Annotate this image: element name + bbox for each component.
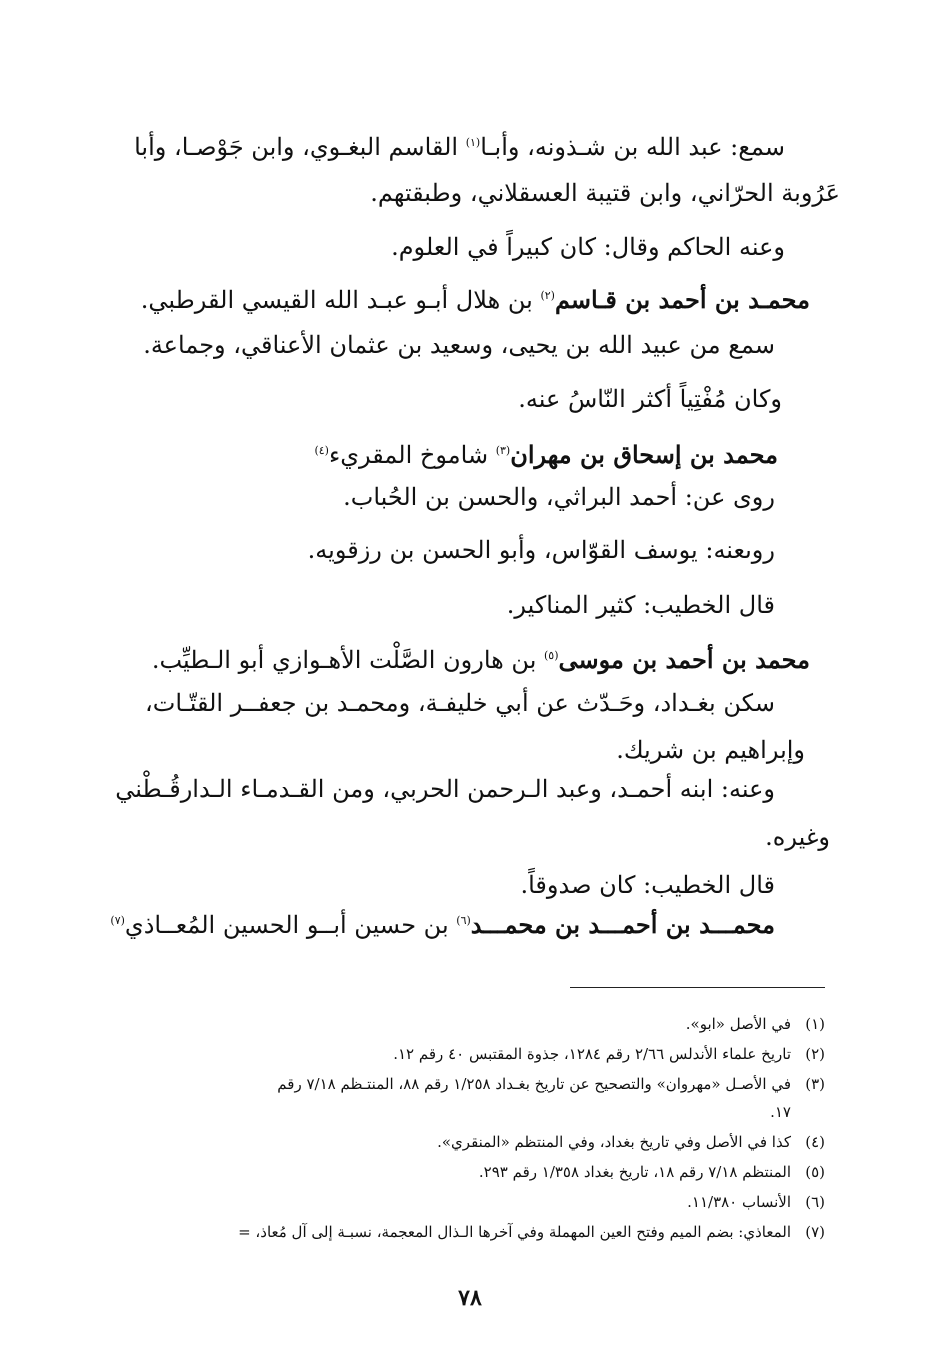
text-segment: سمع: عبد الله بن شـذونه، وأبـا [480,133,785,161]
text-segment: بن هلال أبـو عبـد الله القيسي القرطبي. [140,286,541,314]
footnote [686,1013,825,1035]
footnote-ref: (١) [465,136,481,149]
body-line-8: روى عن: أحمد البراثي، والحسن بن الحُباب. [343,483,775,511]
footnote [687,1191,825,1213]
body-line-12: سكن بغـداد، وحَـدّث عن أبي خليفـة، ومحمـد بن جعفــر القتّـات، [145,689,775,717]
entry-name: محمد بن أحمد بن موسى [558,645,810,674]
footnote-text: كذا في الأصل وفي تاريخ بغداد، وفي المنتظم «المنقري». [437,1133,791,1151]
footnote-ref: (٦) [456,914,471,927]
footnote-number: (٦) [805,1193,825,1211]
body-line-5: سمع من عبيد الله بن يحيى، وسعيد بن عثمان الأعناقي، وجماعة. [143,331,775,359]
footnote [479,1161,825,1183]
entry-name: محمـــد بن أحمـــد بن محمـــد [470,910,775,939]
footnote-number: (٧) [805,1223,825,1241]
entry-heading-muadhi [110,910,775,940]
footnote-ref: (٣) [495,444,511,457]
entry-heading-musa [152,645,810,675]
body-line-9: روىعنه: يوسف القوّاس، وأبو الحسن بن رزقويه. [307,536,775,564]
footnote-text: الأنساب ١١/٣٨٠. [687,1193,791,1211]
footnote-text: تاريخ علماء الأندلس ٢/٦٦ رقم ١٢٨٤، جذوة المقتبس ٤٠ رقم ١٢. [393,1045,791,1063]
text-segment: القاسم البغـوي، وابن جَوْصـا، وأبا [134,133,466,161]
entry-heading-ishaq [314,440,778,470]
footnote-text: ١٧. [770,1103,791,1121]
text-segment: بن حسين أبــو الحسين المُعــاذي [124,911,457,939]
text-segment: بن هارون الصَّلْت الأهـوازي أبو الـطيِّب. [151,646,544,674]
entry-name: محمد بن إسحاق بن مهران [510,440,778,469]
body-line-2: عَرُوبة الحرّاني، وابن قتيبة العسقلاني، وطبقتهم. [370,179,840,207]
footnote-text: في الأصل «ابو». [685,1015,791,1033]
body-line-14: وعنه: ابنه أحمـد، وعبد الـرحمن الحربي، ومن القـدمـاء الـدارقُـطْني [115,775,775,803]
entry-heading-qasim [141,285,810,315]
body-line-6: وكان مُفْتِياً أكثر النّاسُ عنه. [518,385,782,413]
footnote-number: (٥) [805,1163,825,1181]
footnote-text: في الأصـل «مهروان» والتصحيح عن تاريخ بغـداد ١/٢٥٨ رقم ٨٨، المنتـظم ٧/١٨ رقم [277,1075,791,1093]
footnote-continuation [770,1101,825,1123]
page-number: ٧٨ [458,1285,482,1311]
footnote-ref: (٧) [110,914,125,927]
body-line-16: قال الخطيب: كان صدوقاً. [520,871,775,899]
footnote-ref: (٤) [314,444,329,457]
footnote-ref: (٥) [544,649,559,662]
body-line-10: قال الخطيب: كثير المناكير. [506,591,775,619]
footnote-text: المنتظم ٧/١٨ رقم ١٨، تاريخ بغداد ١/٣٥٨ رقم ٢٩٣. [478,1163,791,1181]
body-line-15: وغيره. [765,823,830,851]
text-segment: شاموخ المقريء [328,441,496,469]
footnote-divider [570,987,825,988]
footnote-number: (٢) [805,1045,825,1063]
body-line-3: وعنه الحاكم وقال: كان كبيراً في العلوم. [391,233,785,261]
footnote-ref: (٢) [540,289,555,302]
body-line-13: وإبراهيم بن شريك. [616,736,805,764]
footnote [277,1073,825,1095]
footnote-number: (٤) [805,1133,825,1151]
footnote-text: المعاذي: بضم الميم وفتح العين المهملة وفي آخرها الـذال المعجمة، نسبـة إلى آل مُعاذ، = [238,1223,791,1241]
footnote [437,1131,825,1153]
footnote [393,1043,825,1065]
body-line-1 [134,132,785,162]
footnote-number: (٣) [805,1075,825,1093]
entry-name: محمـد بن أحمد بن قـاسم [554,285,810,314]
footnote [238,1221,825,1243]
footnote-number: (١) [805,1015,825,1033]
